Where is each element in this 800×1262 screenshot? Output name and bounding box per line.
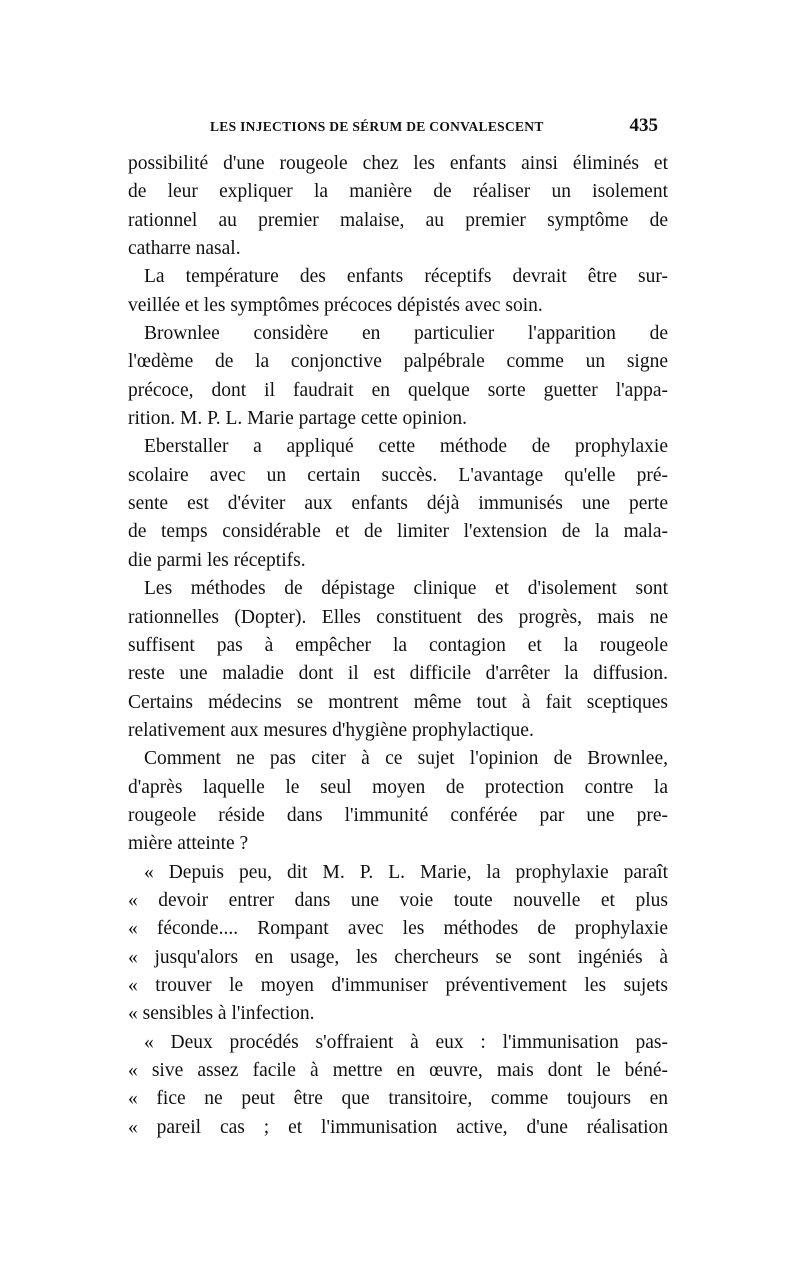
text-line: « Deux procédés s'offraient à eux : l'immunisation pas- (144, 1031, 668, 1053)
text-line: « féconde.... Rompant avec les méthodes de prophylaxie (128, 918, 668, 940)
text-line: « pareil cas ; et l'immunisation active, d'une réalisation (128, 1116, 668, 1138)
running-head (128, 115, 658, 139)
text-line: catharre nasal. (128, 238, 241, 260)
text-line: « fice ne peut être que transitoire, comme toujours en (128, 1088, 668, 1110)
text-line: « sive assez facile à mettre en œuvre, mais dont le béné- (128, 1060, 668, 1081)
text-line: Les méthodes de dépistage clinique et d'isolement sont (144, 578, 668, 600)
text-line: l'œdème de la conjonctive palpébrale comme un signe (128, 351, 668, 373)
text-line: possibilité d'une rougeole chez les enfants ainsi éliminés et (128, 153, 668, 174)
body-text (128, 150, 668, 1142)
text-line: « Depuis peu, dit M. P. L. Marie, la prophylaxie paraît (144, 861, 668, 883)
running-head-title: LES INJECTIONS DE SÉRUM DE CONVALESCENT (210, 119, 544, 134)
text-line: précoce, dont il faudrait en quelque sorte guetter l'appa- (128, 379, 668, 401)
text-line: rationnel au premier malaise, au premier symptôme de (128, 209, 668, 231)
text-line: sente est d'éviter aux enfants déjà immunisés une perte (128, 493, 668, 515)
text-line: relativement aux mesures d'hygiène prophylactique. (128, 719, 534, 741)
text-line: de leur expliquer la manière de réaliser un isolement (128, 181, 668, 203)
text-line: veillée et les symptômes précoces dépistés avec soin. (128, 294, 543, 316)
text-line: Certains médecins se montrent même tout à fait sceptiques (128, 691, 668, 713)
text-line: Comment ne pas citer à ce sujet l'opinion de Brownlee, (144, 748, 668, 770)
text-line: rougeole réside dans l'immunité conférée par une pre- (128, 804, 668, 826)
text-line: mière atteinte ? (128, 833, 249, 855)
page-number: 435 (629, 115, 658, 136)
text-line: d'après laquelle le seul moyen de protection contre la (128, 776, 668, 798)
text-line: « sensibles à l'infection. (128, 1003, 315, 1025)
text-line: suffisent pas à empêcher la contagion et la rougeole (128, 634, 668, 656)
text-line: scolaire avec un certain succès. L'avantage qu'elle pré- (128, 464, 668, 486)
text-line: Brownlee considère en particulier l'apparition de (144, 323, 668, 345)
text-line: rationnelles (Dopter). Elles constituent des progrès, mais ne (128, 606, 668, 628)
text-line: « devoir entrer dans une voie toute nouvelle et plus (128, 889, 668, 911)
text-line: « jusqu'alors en usage, les chercheurs se sont ingéniés à (128, 946, 668, 968)
text-line: « trouver le moyen d'immuniser préventivement les sujets (128, 974, 668, 996)
text-line: La température des enfants réceptifs devrait être sur- (144, 266, 668, 288)
text-line: reste une maladie dont il est difficile d'arrêter la diffusion. (128, 663, 668, 685)
text-line: de temps considérable et de limiter l'extension de la mala- (128, 521, 668, 543)
text-line: rition. M. P. L. Marie partage cette opinion. (128, 408, 468, 430)
text-line: Eberstaller a appliqué cette méthode de prophylaxie (144, 436, 668, 458)
text-line: die parmi les réceptifs. (128, 549, 306, 571)
